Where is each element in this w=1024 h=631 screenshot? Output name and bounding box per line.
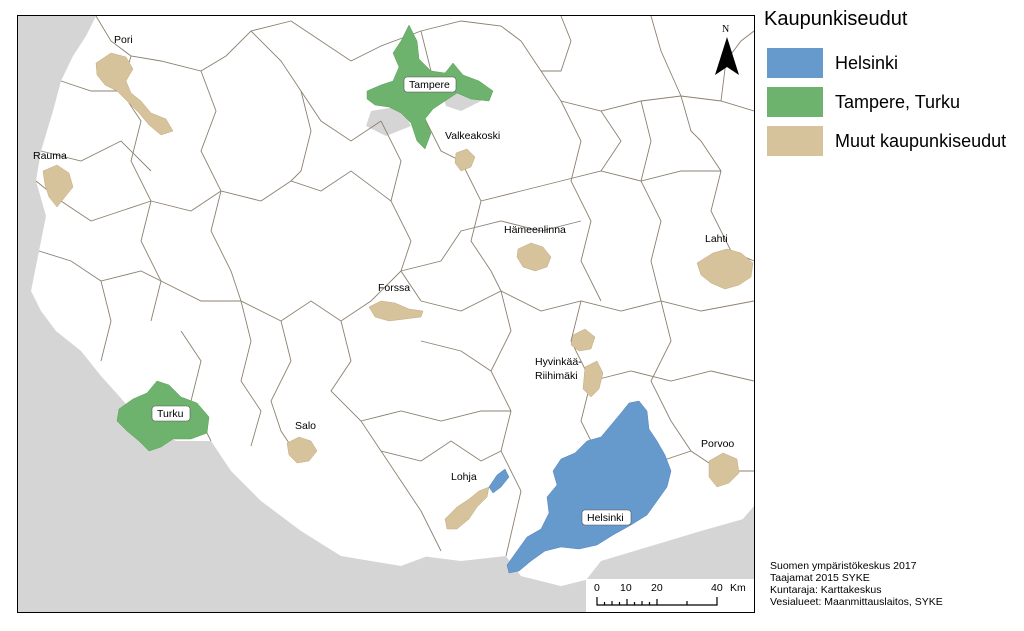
- urban-hameenlinna: [517, 243, 551, 271]
- scale-tick-20: 20: [651, 582, 663, 594]
- label-lahti: Lahti: [705, 233, 728, 245]
- legend-swatch-tampere-turku: [767, 87, 823, 117]
- label-porvoo: Porvoo: [701, 438, 735, 450]
- credit-line: Kuntaraja: Karttakeskus: [770, 584, 882, 596]
- legend-label-tampere-turku: Tampere, Turku: [835, 91, 961, 112]
- credit-line: Taajamat 2015 SYKE: [770, 572, 870, 584]
- legend-label-other: Muut kaupunkiseudut: [835, 130, 1007, 151]
- scale-unit: Km: [730, 582, 746, 594]
- scale-bar: [586, 579, 754, 612]
- label-pori: Pori: [114, 34, 133, 46]
- label-tampere-box: [404, 77, 456, 92]
- north-arrow-icon: [715, 24, 739, 75]
- urban-valkeakoski: [455, 149, 475, 171]
- map-credits: [770, 560, 943, 608]
- label-hyvinkaa-line2: Riihimäki: [535, 370, 578, 382]
- legend-title: Kaupunkiseudut: [764, 8, 908, 30]
- label-hyvinkaa-line1: Hyvinkää-: [535, 356, 582, 368]
- legend-label-helsinki: Helsinki: [835, 52, 899, 73]
- label-hameenlinna: Hämeenlinna: [504, 224, 566, 236]
- urban-pori: [96, 53, 173, 135]
- label-lohja: Lohja: [451, 471, 477, 483]
- scale-tick-40: 40: [711, 582, 723, 594]
- label-salo: Salo: [295, 420, 317, 432]
- urban-porvoo: [709, 453, 739, 487]
- urban-rauma: [43, 165, 73, 207]
- scale-tick-0: 0: [594, 582, 600, 594]
- label-helsinki-box: [582, 510, 631, 525]
- label-tampere: Tampere: [409, 79, 450, 91]
- legend-item-tampere-turku: [767, 87, 960, 117]
- credit-line: Vesialueet: Maanmittauslaitos, SYKE: [770, 596, 943, 608]
- credit-line: Suomen ympäristökeskus 2017: [770, 560, 917, 572]
- urban-salo: [287, 437, 317, 463]
- map-canvas: [18, 16, 754, 612]
- urban-forssa: [369, 301, 423, 321]
- legend-item-other: [767, 126, 1006, 156]
- label-forssa: Forssa: [378, 282, 411, 294]
- urban-lahti: [697, 249, 753, 289]
- urban-riihimaki: [571, 329, 595, 351]
- legend-swatch-helsinki: [767, 48, 823, 78]
- north-arrow-letter: N: [722, 24, 730, 35]
- label-valkeakoski: Valkeakoski: [445, 130, 501, 142]
- label-rauma: Rauma: [33, 150, 67, 162]
- urban-lohja: [445, 487, 489, 529]
- legend-swatch-other: [767, 126, 823, 156]
- label-turku-box: [152, 406, 190, 421]
- label-turku: Turku: [157, 408, 184, 420]
- label-helsinki: Helsinki: [587, 512, 624, 524]
- scale-tick-10: 10: [620, 582, 632, 594]
- legend-item-helsinki: [767, 48, 898, 78]
- urban-hyvinkaa: [583, 361, 603, 397]
- map-frame[interactable]: [17, 15, 755, 613]
- urban-helsinki-arm: [489, 469, 509, 493]
